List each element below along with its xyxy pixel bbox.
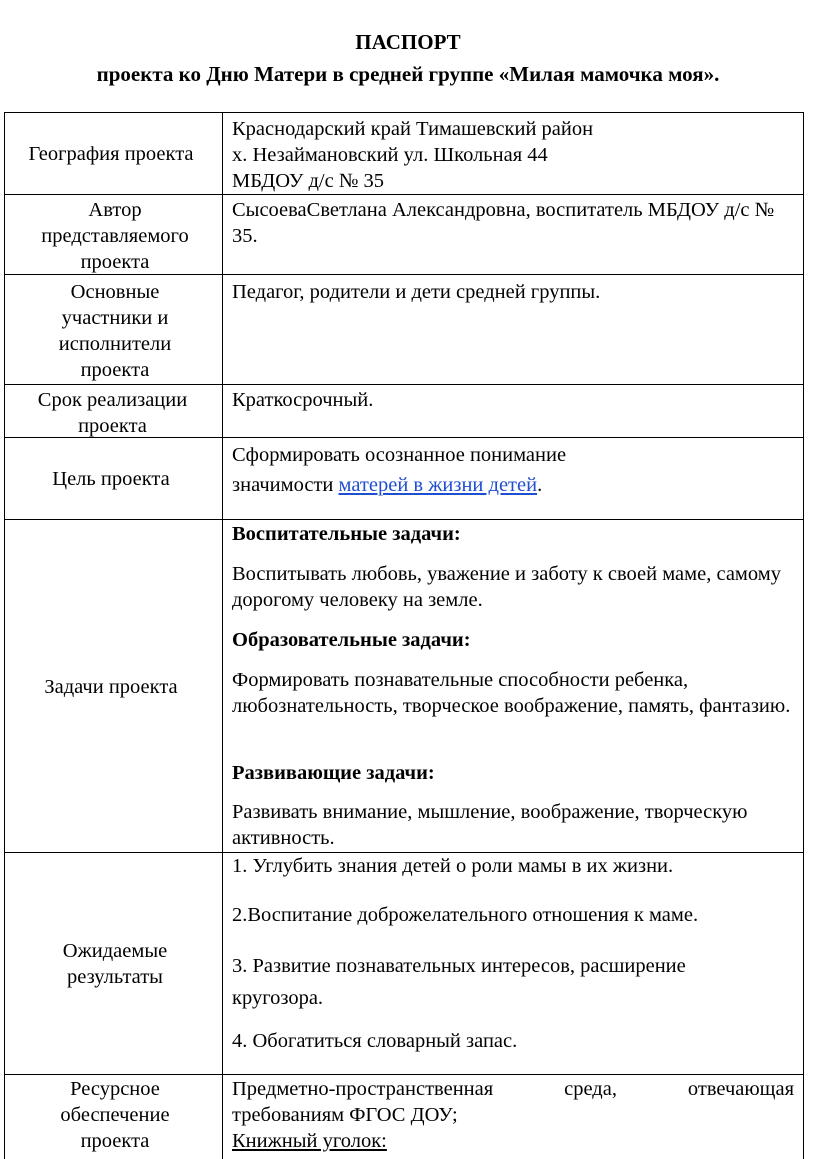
tasks-heading: Воспитательные задачи: [232, 523, 461, 545]
participants-value: Педагог, родители и дети средней группы. [232, 281, 601, 303]
row-divider [4, 1074, 804, 1075]
tasks-paragraph: Развивать внимание, мышление, воображение, творческую активность. [232, 801, 748, 849]
table-border-left [4, 112, 5, 1159]
resources-value [232, 1076, 794, 1154]
table-border-right [803, 112, 804, 1159]
table-column-divider [222, 112, 223, 1159]
geography-line: МБДОУ д/с № 35 [232, 170, 385, 192]
tasks-label: Задачи проекта [44, 676, 178, 698]
resources-line: требованиям ФГОС ДОУ; [232, 1104, 458, 1126]
goal-line: Сформировать осознанное понимание [232, 444, 567, 466]
resources-label: Ресурсное обеспечение проекта [60, 1078, 170, 1152]
row-divider [4, 194, 804, 195]
table-border-top [4, 112, 804, 113]
page-subtitle: проекта ко Дню Матери в средней группе «Милая мамочка моя». [96, 62, 720, 86]
participants-label: Основные участники и исполнители проекта [58, 281, 172, 381]
resources-line: Предметно-пространственная среда, отвечающая [232, 1078, 794, 1100]
goal-link[interactable]: матерей в жизни детей [338, 474, 538, 496]
author-value: СысоеваСветлана Александровна, воспитатель МБДОУ д/с № 35. [232, 199, 775, 247]
results-label: Ожидаемые результаты [62, 940, 168, 988]
tasks-paragraph: Формировать познавательные способности ребенка, любознательность, творческое воображение, память, фантазию. [232, 669, 791, 717]
term-value: Краткосрочный. [232, 389, 374, 411]
results-item: 3. Развитие познавательных интересов, расширение кругозора. [232, 955, 686, 1009]
term-label: Срок реализации проекта [37, 389, 188, 437]
tasks-heading: Образовательные задачи: [232, 629, 471, 651]
resources-line: Книжный уголок: [232, 1130, 387, 1152]
goal-label: Цель проекта [52, 468, 170, 490]
geography-line: Краснодарский край Тимашевский район [232, 118, 594, 140]
goal-value [232, 440, 794, 500]
author-label: Автор представляемого проекта [41, 199, 189, 273]
tasks-heading: Развивающие задачи: [232, 762, 435, 784]
goal-text: . [537, 474, 543, 496]
geography-value [232, 116, 794, 194]
row-divider [4, 384, 804, 385]
results-item: 2.Воспитание доброжелательного отношения к маме. [232, 904, 699, 926]
goal-text: значимости [232, 474, 339, 496]
goal-line [232, 470, 794, 500]
results-item: 4. Обогатиться словарный запас. [232, 1030, 518, 1052]
tasks-paragraph: Воспитывать любовь, уважение и заботу к своей маме, самому дорогому человеку на земле. [232, 563, 781, 611]
geography-label: География проекта [28, 143, 194, 165]
row-divider [4, 519, 804, 520]
geography-line: х. Незаймановский ул. Школьная 44 [232, 144, 548, 166]
page-title: ПАСПОРТ [355, 30, 461, 54]
results-item: 1. Углубить знания детей о роли мамы в их жизни. [232, 855, 674, 877]
